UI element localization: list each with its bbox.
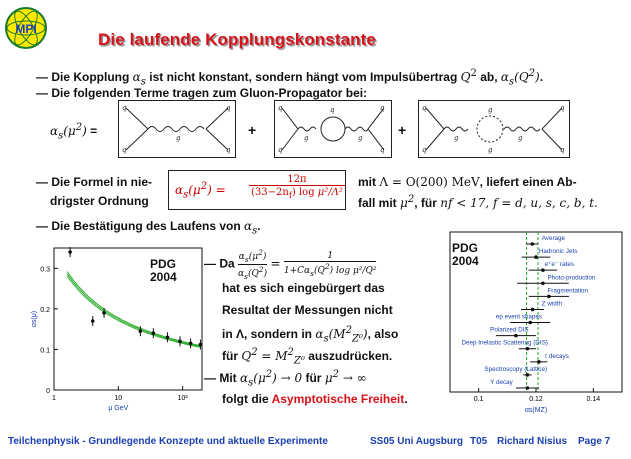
intro-line-2: — Die folgenden Terme tragen zum Gluon-Propagator bei: <box>36 86 368 100</box>
middle-l7: folgt die Asymptotische Freiheit. <box>222 392 408 406</box>
formula-right-2: fall mit $\mu^2$, für nf < 17, f = d, u, s, c, b, t. <box>358 194 598 210</box>
svg-text:q: q <box>226 146 231 154</box>
left-plot-ytick: 0.2 <box>40 306 50 314</box>
footer-semester: SS05 Uni Augsburg <box>370 436 463 447</box>
left-plot-point <box>178 336 182 346</box>
formula-left-2: drigster Ordnung <box>50 194 149 208</box>
svg-text:q: q <box>380 146 385 154</box>
svg-text:Polarized DIS: Polarized DIS <box>490 326 529 334</box>
left-plot-point <box>166 332 170 342</box>
middle-l4: in Λ, sondern in $\alpha_s(M^2_{Z^0})$, also <box>222 325 399 345</box>
svg-text:q: q <box>422 104 427 112</box>
left-plot-ytick: 0.3 <box>40 266 50 274</box>
svg-text:q: q <box>122 146 127 154</box>
svg-text:Average: Average <box>541 235 566 242</box>
left-plot-xlabel: μ GeV <box>108 405 129 412</box>
running-coupling-plot <box>30 242 210 416</box>
right-plot-entry <box>490 327 536 338</box>
svg-text:g: g <box>518 134 523 142</box>
right-plot-entry <box>461 340 547 351</box>
right-plot-entry <box>496 314 550 325</box>
middle-l6: — Mit $\alpha_s(\mu^2) \to 0$ für $\mu^2$ → ∞ <box>204 369 367 389</box>
formula-box: $\alpha_s(\mu^2)$ = 12π $(33-2n_f)$ log μ²/Λ² <box>168 170 346 210</box>
footer-code: T05 <box>470 436 488 447</box>
svg-text:Photo-production: Photo-production <box>547 274 596 282</box>
svg-text:Υ decay: Υ decay <box>490 379 513 386</box>
left-plot-ytick: 0.1 <box>40 347 50 355</box>
svg-text:g: g <box>176 134 181 142</box>
right-plot-entry <box>530 353 569 364</box>
left-plot-xtick: 1 <box>52 395 56 402</box>
plus-1: + <box>248 122 257 138</box>
svg-text:Fragmentation: Fragmentation <box>547 287 589 295</box>
formula-left-1: — Die Formel in nie- <box>36 175 153 189</box>
svg-text:q: q <box>330 106 335 114</box>
footer-page: Page 7 <box>578 436 611 447</box>
left-plot-xtick: 10² <box>177 395 188 402</box>
svg-text:Hadronic Jets: Hadronic Jets <box>538 248 578 256</box>
right-plot-xlabel: αs(MZ) <box>524 407 548 414</box>
svg-text:g: g <box>358 134 363 142</box>
right-plot-entry <box>490 379 539 390</box>
left-plot-point <box>91 316 95 326</box>
left-plot-xtick: 10 <box>114 395 123 402</box>
middle-l3: Resultat der Messungen nicht <box>222 303 393 317</box>
right-plot-entry <box>522 248 578 259</box>
right-plot-xtick: 0.12 <box>529 396 543 403</box>
svg-text:Z width: Z width <box>541 300 563 308</box>
intro-line-1-b: ist nicht konstant, sondern hängt vom Impulsübertrag <box>149 70 458 84</box>
formula-right-1: mit Λ = O(200) MeV, liefert einen Ab- <box>358 175 577 189</box>
svg-text:g: g <box>304 134 309 142</box>
right-plot-xtick: 0.14 <box>586 396 601 403</box>
svg-text:ep event shapes: ep event shapes <box>495 313 543 321</box>
feynman-diagrams <box>118 100 570 158</box>
left-plot-point <box>152 328 156 338</box>
left-plot-point <box>189 338 193 348</box>
right-plot-entry <box>517 274 596 285</box>
intro-line-1-c: ab, <box>480 70 498 84</box>
footer-author: Richard Nisius <box>497 436 568 447</box>
svg-text:q: q <box>560 104 565 112</box>
middle-da: — Da $\frac{\alpha_s(\mu^2)}{\alpha_s(Q^2)}$ = 1 $1+C\alpha_s(Q^2)$ log μ²/Q² <box>204 248 377 281</box>
right-plot-entry <box>484 366 547 377</box>
svg-text:Deep Inelastic Scattering (DIS: Deep Inelastic Scattering (DIS) <box>461 339 548 347</box>
footer-course: Teilchenphysik - Grundlegende Konzepte und aktuelle Experimente <box>8 436 328 447</box>
mpi-logo <box>4 6 48 50</box>
right-plot-entry <box>529 261 574 272</box>
left-plot-ytick: 0 <box>46 388 50 395</box>
svg-text:q: q <box>226 104 231 112</box>
svg-text:q: q <box>122 104 127 112</box>
svg-text:g: g <box>488 146 493 154</box>
right-plot-entry <box>521 300 562 311</box>
left-plot-frame <box>54 248 202 390</box>
svg-text:q: q <box>380 104 385 112</box>
middle-l5: für $Q^2 = M^2_{Z^0}$ auszudrücken. <box>222 347 393 367</box>
svg-text:g: g <box>488 106 493 114</box>
page-title: Die laufende Kopplungskonstante <box>98 30 376 49</box>
right-plot-xtick: 0.1 <box>473 396 484 403</box>
svg-text:g: g <box>454 134 459 142</box>
svg-text:MPI: MPI <box>15 22 37 36</box>
bestaetigung-line: — Die Bestätigung des Laufens von $\alpha_s$. <box>36 219 261 237</box>
svg-text:τ decays: τ decays <box>544 352 569 360</box>
svg-text:e⁺e⁻ rates: e⁺e⁻ rates <box>544 261 575 269</box>
svg-text:q: q <box>278 146 283 154</box>
svg-text:q: q <box>560 146 565 154</box>
diagram-lhs: $\alpha_s(\mu^2)$ = <box>50 122 98 142</box>
left-plot-label: PDG 2004 <box>150 257 177 284</box>
middle-l2: hat es sich eingebürgert das <box>222 281 385 295</box>
asymptotic-freedom: Asymptotische Freiheit <box>271 392 405 406</box>
intro-line-1: — Die Kopplung $\alpha_s$ ist nicht konstant, sondern hängt vom Impulsübertrag $Q^2$ ab, $\alpha_s(Q^2)$. <box>36 68 544 88</box>
right-plot-label: PDG 2004 <box>452 241 479 268</box>
svg-text:q: q <box>422 146 427 154</box>
svg-text:Spectroscopy (Lattice): Spectroscopy (Lattice) <box>484 365 548 373</box>
right-plot-entry <box>527 235 566 246</box>
plus-2: + <box>398 122 407 138</box>
svg-text:q: q <box>278 104 283 112</box>
intro-line-1-a: — Die Kopplung <box>36 70 130 84</box>
left-plot-point <box>68 247 72 257</box>
left-plot-ylabel: αs(μ) <box>31 310 38 328</box>
